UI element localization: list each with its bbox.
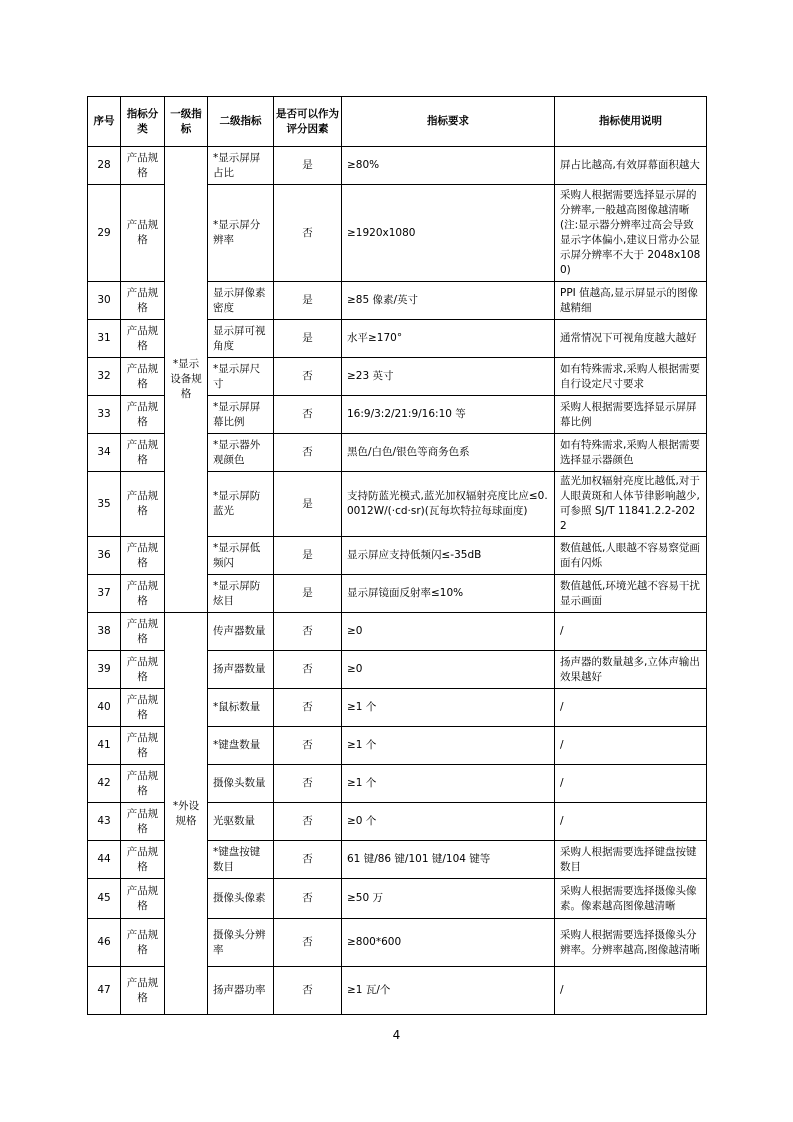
row-scoring: 是	[274, 575, 342, 613]
row-requirement: 支持防蓝光模式,蓝光加权辐射亮度比应≤0.0012W/(·cd·sr)(瓦每坎特拉每球面度)	[342, 472, 555, 537]
row-usage-note: 屏占比越高,有效屏幕面积越大	[555, 147, 707, 185]
row-scoring: 否	[274, 967, 342, 1015]
row-usage-note: 采购人根据需要选择显示屏的分辨率,一般越高图像越清晰(注:显示器分辨率过高会导致显示字体偏小,建议日常办公显示屏分辨率不大于 2048x1080)	[555, 185, 707, 282]
row-indicator-name: 传声器数量	[208, 613, 274, 651]
row-scoring: 否	[274, 185, 342, 282]
row-requirement: ≥80%	[342, 147, 555, 185]
row-usage-note: 如有特殊需求,采购人根据需要自行设定尺寸要求	[555, 358, 707, 396]
row-requirement: ≥0 个	[342, 803, 555, 841]
row-indicator-name: *显示屏屏幕比例	[208, 396, 274, 434]
row-requirement: 水平≥170°	[342, 320, 555, 358]
row-number: 37	[88, 575, 121, 613]
row-category: 产品规格	[121, 537, 165, 575]
row-usage-note: 数值越低,人眼越不容易察觉画面有闪烁	[555, 537, 707, 575]
row-category: 产品规格	[121, 147, 165, 185]
row-indicator-name: *键盘按键数目	[208, 841, 274, 879]
row-number: 35	[88, 472, 121, 537]
header-no: 序号	[88, 97, 121, 147]
row-category: 产品规格	[121, 727, 165, 765]
group-display-spec: *显示设备规格	[165, 147, 208, 613]
row-usage-note: /	[555, 765, 707, 803]
row-number: 39	[88, 651, 121, 689]
row-requirement: ≥50 万	[342, 879, 555, 919]
table-row	[88, 613, 707, 651]
row-category: 产品规格	[121, 765, 165, 803]
row-usage-note: 采购人根据需要选择摄像头像素。像素越高图像越清晰	[555, 879, 707, 919]
header-level2: 二级指标	[208, 97, 274, 147]
row-usage-note: 采购人根据需要选择显示屏屏幕比例	[555, 396, 707, 434]
row-usage-note: /	[555, 803, 707, 841]
row-number: 36	[88, 537, 121, 575]
row-category: 产品规格	[121, 919, 165, 967]
row-indicator-name: *鼠标数量	[208, 689, 274, 727]
row-requirement: 黑色/白色/银色等商务色系	[342, 434, 555, 472]
row-category: 产品规格	[121, 879, 165, 919]
row-scoring: 否	[274, 358, 342, 396]
header-usage-note: 指标使用说明	[555, 97, 707, 147]
row-scoring: 否	[274, 396, 342, 434]
row-scoring: 是	[274, 320, 342, 358]
row-number: 29	[88, 185, 121, 282]
row-scoring: 否	[274, 434, 342, 472]
row-requirement: ≥1920x1080	[342, 185, 555, 282]
row-number: 34	[88, 434, 121, 472]
row-category: 产品规格	[121, 803, 165, 841]
row-indicator-name: 扬声器功率	[208, 967, 274, 1015]
row-scoring: 否	[274, 727, 342, 765]
row-category: 产品规格	[121, 575, 165, 613]
row-category: 产品规格	[121, 396, 165, 434]
row-scoring: 否	[274, 841, 342, 879]
row-requirement: ≥1 瓦/个	[342, 967, 555, 1015]
row-number: 44	[88, 841, 121, 879]
row-requirement: 61 键/86 键/101 键/104 键等	[342, 841, 555, 879]
table-body	[88, 147, 707, 1015]
row-usage-note: 数值越低,环境光越不容易干扰显示画面	[555, 575, 707, 613]
row-number: 45	[88, 879, 121, 919]
row-usage-note: 采购人根据需要选择摄像头分辨率。分辨率越高,图像越清晰	[555, 919, 707, 967]
row-usage-note: 如有特殊需求,采购人根据需要选择显示器颜色	[555, 434, 707, 472]
row-requirement: ≥1 个	[342, 765, 555, 803]
row-usage-note: /	[555, 967, 707, 1015]
row-usage-note: 采购人根据需要选择键盘按键数目	[555, 841, 707, 879]
row-usage-note: /	[555, 689, 707, 727]
row-scoring: 否	[274, 879, 342, 919]
page-number: 4	[392, 1028, 401, 1042]
row-scoring: 是	[274, 472, 342, 537]
row-usage-note: /	[555, 727, 707, 765]
spec-table	[87, 96, 707, 1015]
row-scoring: 否	[274, 919, 342, 967]
row-indicator-name: 摄像头像素	[208, 879, 274, 919]
row-category: 产品规格	[121, 651, 165, 689]
group-peripheral-spec: *外设规格	[165, 613, 208, 1015]
row-category: 产品规格	[121, 434, 165, 472]
row-indicator-name: *显示屏分辨率	[208, 185, 274, 282]
row-category: 产品规格	[121, 282, 165, 320]
table-row	[88, 147, 707, 185]
row-number: 40	[88, 689, 121, 727]
header-requirement: 指标要求	[342, 97, 555, 147]
row-number: 30	[88, 282, 121, 320]
row-indicator-name: 光驱数量	[208, 803, 274, 841]
row-requirement: ≥85 像素/英寸	[342, 282, 555, 320]
row-indicator-name: *显示屏防炫目	[208, 575, 274, 613]
header-scoring: 是否可以作为评分因素	[274, 97, 342, 147]
table-header-row	[88, 97, 707, 147]
row-indicator-name: *显示屏屏占比	[208, 147, 274, 185]
row-category: 产品规格	[121, 185, 165, 282]
row-scoring: 否	[274, 689, 342, 727]
row-category: 产品规格	[121, 472, 165, 537]
row-number: 38	[88, 613, 121, 651]
row-indicator-name: 摄像头分辨率	[208, 919, 274, 967]
row-requirement: ≥800*600	[342, 919, 555, 967]
row-category: 产品规格	[121, 320, 165, 358]
row-scoring: 否	[274, 613, 342, 651]
row-requirement: 16:9/3:2/21:9/16:10 等	[342, 396, 555, 434]
row-indicator-name: *显示屏低频闪	[208, 537, 274, 575]
row-indicator-name: *显示屏防蓝光	[208, 472, 274, 537]
row-number: 43	[88, 803, 121, 841]
row-requirement: 显示屏应支持低频闪≤-35dB	[342, 537, 555, 575]
row-requirement: ≥0	[342, 613, 555, 651]
row-requirement: ≥0	[342, 651, 555, 689]
row-usage-note: 通常情况下可视角度越大越好	[555, 320, 707, 358]
row-category: 产品规格	[121, 613, 165, 651]
row-category: 产品规格	[121, 841, 165, 879]
row-number: 42	[88, 765, 121, 803]
row-number: 46	[88, 919, 121, 967]
row-requirement: ≥1 个	[342, 689, 555, 727]
row-number: 41	[88, 727, 121, 765]
header-category: 指标分类	[121, 97, 165, 147]
row-number: 31	[88, 320, 121, 358]
row-scoring: 是	[274, 282, 342, 320]
row-indicator-name: 摄像头数量	[208, 765, 274, 803]
row-usage-note: 蓝光加权辐射亮度比越低,对于人眼黄斑和人体节律影响越少,可参照 SJ/T 11841.2.2-2022	[555, 472, 707, 537]
row-indicator-name: *显示屏尺寸	[208, 358, 274, 396]
row-usage-note: 扬声器的数量越多,立体声输出效果越好	[555, 651, 707, 689]
row-scoring: 否	[274, 803, 342, 841]
row-requirement: ≥23 英寸	[342, 358, 555, 396]
row-usage-note: /	[555, 613, 707, 651]
row-indicator-name: 扬声器数量	[208, 651, 274, 689]
row-scoring: 是	[274, 147, 342, 185]
row-indicator-name: *键盘数量	[208, 727, 274, 765]
row-requirement: ≥1 个	[342, 727, 555, 765]
row-category: 产品规格	[121, 358, 165, 396]
row-indicator-name: *显示器外观颜色	[208, 434, 274, 472]
row-scoring: 否	[274, 651, 342, 689]
row-scoring: 是	[274, 537, 342, 575]
row-indicator-name: 显示屏可视角度	[208, 320, 274, 358]
row-number: 47	[88, 967, 121, 1015]
row-category: 产品规格	[121, 967, 165, 1015]
header-level1: 一级指标	[165, 97, 208, 147]
row-indicator-name: 显示屏像素密度	[208, 282, 274, 320]
row-requirement: 显示屏镜面反射率≤10%	[342, 575, 555, 613]
row-scoring: 否	[274, 765, 342, 803]
row-usage-note: PPI 值越高,显示屏显示的图像越精细	[555, 282, 707, 320]
row-number: 32	[88, 358, 121, 396]
row-number: 33	[88, 396, 121, 434]
row-category: 产品规格	[121, 689, 165, 727]
row-number: 28	[88, 147, 121, 185]
